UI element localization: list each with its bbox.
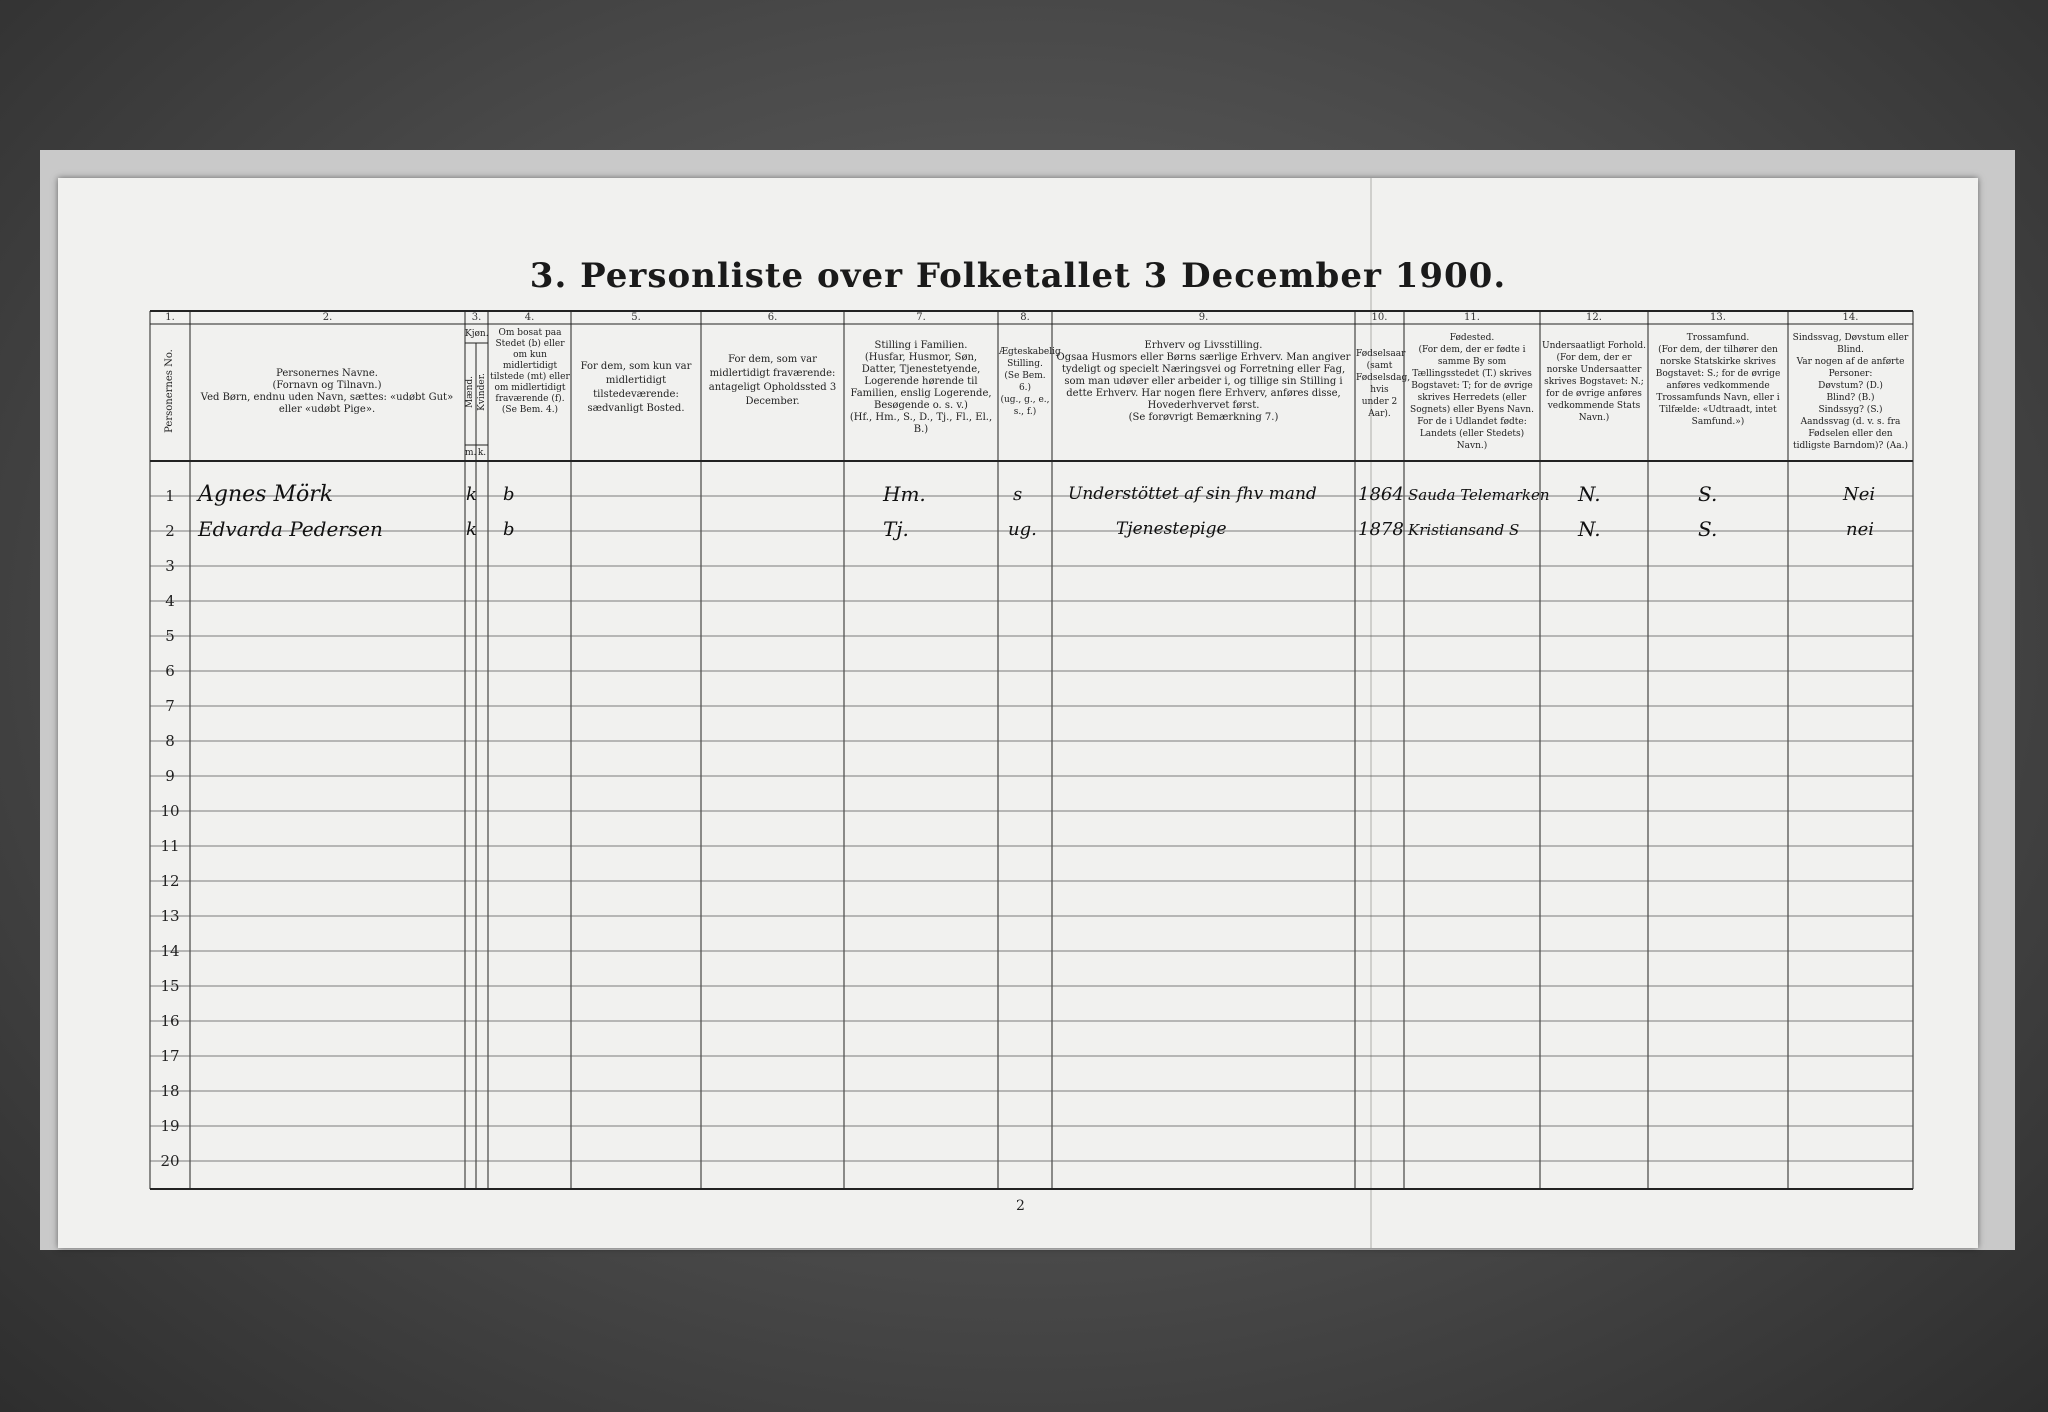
header-person-no: Personernes No. <box>164 349 175 433</box>
person-residence: b <box>503 519 515 540</box>
row-number: 10 <box>160 802 180 820</box>
census-form-sheet <box>58 178 1978 1248</box>
colnum-13: 13. <box>1710 312 1726 323</box>
row-number: 6 <box>165 662 175 680</box>
colnum-3: 3. <box>471 312 482 323</box>
row-number: 4 <box>165 592 175 610</box>
row-number: 9 <box>165 767 175 785</box>
person-citizenship: N. <box>1578 482 1601 506</box>
colnum-8: 8. <box>1020 312 1030 323</box>
person-family-position: Tj. <box>883 517 909 541</box>
row-number: 16 <box>160 1012 180 1030</box>
colnum-5: 5. <box>631 312 641 323</box>
person-sex: k <box>466 519 477 540</box>
person-residence: b <box>503 484 515 505</box>
header-sex-male: Mænd. <box>465 375 475 409</box>
header-names: Personernes Navne. (Fornavn og Tilnavn.) Ved Børn, endnu uden Navn, sættes: «udøbt Gut» eller «udøbt Pige». <box>200 368 454 415</box>
person-disability: Nei <box>1843 484 1876 505</box>
person-occupation: Understöttet af sin fhv mand <box>1068 484 1317 504</box>
header-sex-k-short: k. <box>477 448 487 458</box>
person-religion: S. <box>1698 482 1718 506</box>
header-family-position: Stilling i Familien. (Husfar, Husmor, Søn, Datter, Tjenestetyende, Logerende hørende til Familien, enslig Logerende, Besøgende o. s. v.) (Hf., Hm., S., D., Tj., Fl., El., B.) <box>849 340 993 435</box>
colnum-14: 14. <box>1842 312 1859 323</box>
colnum-7: 7. <box>916 312 926 323</box>
person-religion: S. <box>1698 517 1718 541</box>
row-number: 20 <box>160 1152 180 1170</box>
header-marital-status: Ægteskabelig Stilling. (Se Bem. 6.) (ug., g., e., s., f.) <box>999 347 1061 417</box>
colnum-2: 2. <box>322 312 333 323</box>
person-family-position: Hm. <box>883 482 926 506</box>
row-number: 2 <box>165 522 175 540</box>
row-number: 8 <box>165 732 175 750</box>
person-citizenship: N. <box>1578 517 1601 541</box>
header-birth-year: Fødselsaar (samt Fødselsdag, hvis under 2 Aar). <box>1356 349 1411 419</box>
row-number: 3 <box>165 557 175 575</box>
header-residence-status: Om bosat paa Stedet (b) eller om kun midlertidigt tilstede (mt) eller om midlertidigt fraværende (f). (Se Bem. 4.) <box>490 328 570 415</box>
colnum-11: 11. <box>1464 312 1480 323</box>
row-number: 12 <box>160 872 180 890</box>
header-birthplace: Fødested. (For dem, der er fødte i samme By som Tællingsstedet (T.) skrives Bogstavet: T; for de øvrige skrives Herredets (eller Sognets) eller Byens Navn. For de i Udlandet fødte: Landets (eller Stedets) Navn.) <box>1410 333 1534 451</box>
row-number: 18 <box>160 1082 180 1100</box>
person-birthplace: Sauda Telemarken <box>1408 486 1550 504</box>
header-temporary-location: For dem, som var midlertidigt fraværende: antageligt Opholdssted 3 December. <box>708 354 837 407</box>
colnum-4: 4. <box>524 312 535 323</box>
header-religion: Trossamfund. (For dem, der tilhører den norske Statskirke skrives Bogstavet: S.; for de øvrige anføres vedkommende Trossamfunds Navn, eller i Tilfælde: «Udtraadt, intet Samfund.») <box>1655 333 1781 427</box>
row-number: 11 <box>160 837 180 855</box>
colnum-6: 6. <box>767 312 778 323</box>
person-marital: s <box>1013 484 1023 505</box>
row-number: 7 <box>165 697 175 715</box>
header-disability: Sindssvag, Døvstum eller Blind. Var nogen af de anførte Personer: Døvstum? (D.) Blind? (B.) Sindssyg? (S.) Aandssvag (d. v. s. fra Fødselen eller den tidligste Barndom)? (Aa.) <box>1792 333 1909 451</box>
person-sex: k <box>466 484 477 505</box>
page-number: 2 <box>1016 1198 1025 1214</box>
row-number: 14 <box>160 942 180 960</box>
colnum-12: 12. <box>1586 312 1602 323</box>
person-birth-year: 1878 <box>1358 519 1404 540</box>
person-occupation: Tjenestepige <box>1116 519 1227 539</box>
header-occupation: Erhverv og Livsstilling. Ogsaa Husmors eller Børns særlige Erhverv. Man angiver tydeligt og specielt Næringsvei og Forretning eller Fag, som man udøver eller arbeider i, og tillige sin Stilling i dette Erhverv. Har nogen flere Erhverv, anføres disse, Hovederhvervet først. (Se forøvrigt Bemærkning 7.) <box>1056 340 1351 423</box>
row-number: 1 <box>165 487 175 505</box>
colnum-10: 10. <box>1371 312 1388 323</box>
person-marital: ug. <box>1008 519 1037 540</box>
colnum-1: 1. <box>165 312 175 323</box>
person-name: Edvarda Pedersen <box>198 517 383 541</box>
header-sex: Kjøn. <box>465 329 489 339</box>
header-citizenship: Undersaatligt Forhold. (For dem, der er norske Undersaatter skrives Bogstavet: N.; for de øvrige anføres vedkommende Stats Navn.) <box>1542 341 1646 423</box>
person-name: Agnes Mörk <box>198 482 334 507</box>
header-usual-residence: For dem, som kun var midlertidigt tilstedeværende: sædvanligt Bosted. <box>580 361 692 414</box>
person-disability: nei <box>1846 519 1875 540</box>
row-number: 13 <box>160 907 180 925</box>
form-title: 3. Personliste over Folketallet 3 December 1900. <box>529 256 1507 296</box>
person-birth-year: 1864 <box>1358 484 1404 505</box>
row-number: 17 <box>160 1047 180 1065</box>
colnum-9: 9. <box>1198 312 1209 323</box>
row-number: 15 <box>160 977 180 995</box>
row-number: 5 <box>165 627 175 645</box>
row-number: 19 <box>160 1117 180 1135</box>
person-birthplace: Kristiansand S <box>1408 521 1520 539</box>
header-sex-m-short: m. <box>465 448 477 458</box>
header-sex-female: Kvinder. <box>477 373 487 411</box>
